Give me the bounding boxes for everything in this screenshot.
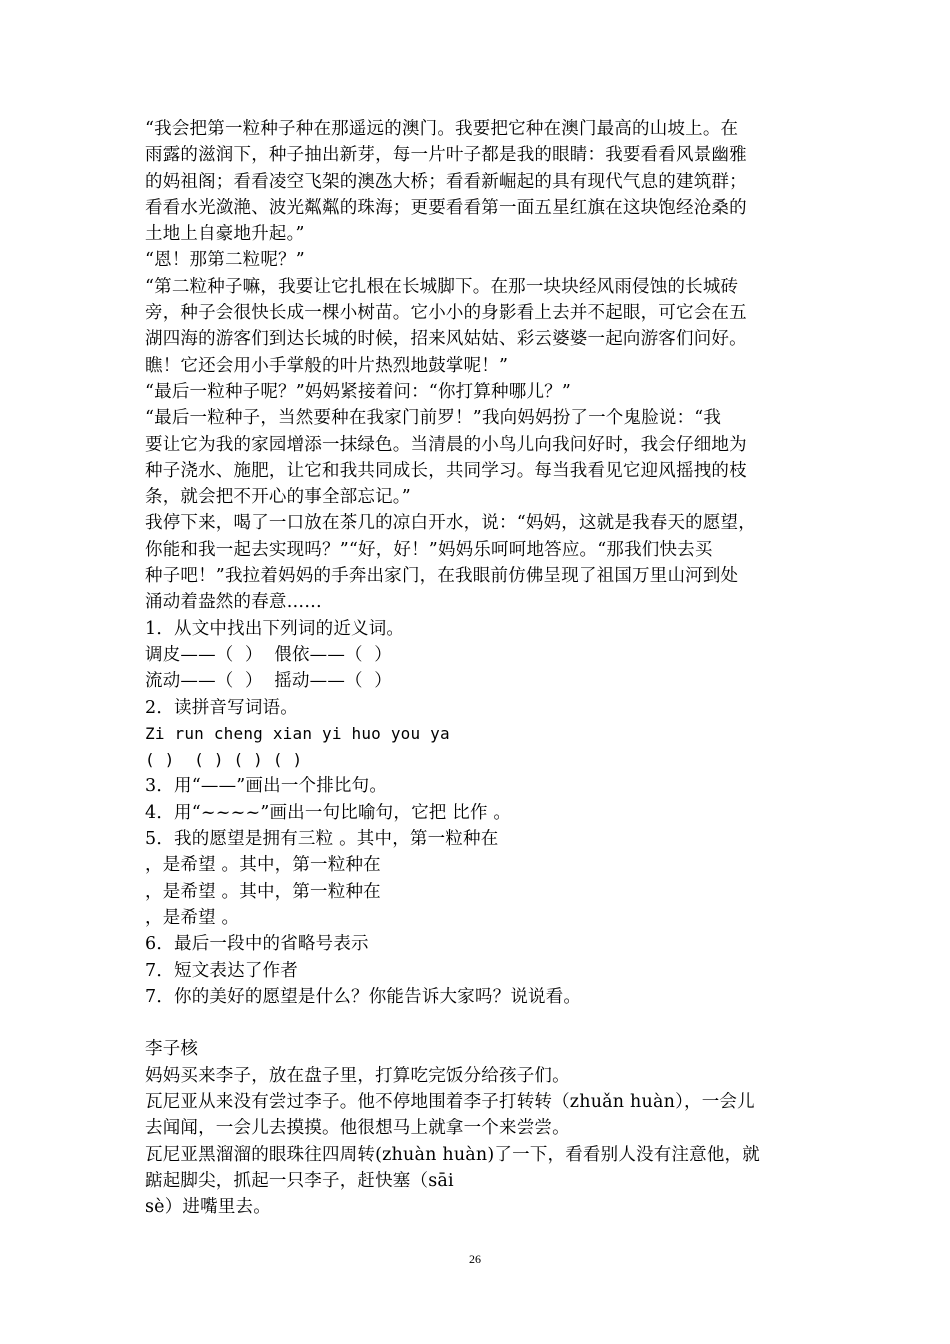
section-title: 李子核 <box>145 1039 199 1060</box>
text-line: sè）进嘴里去。 <box>145 1197 271 1218</box>
text-line: “最后一粒种子呢？”妈妈紧接着问：“你打算种哪儿？” <box>145 381 571 402</box>
blank-line <box>145 1010 810 1036</box>
answer-blanks: ( ) ( ) ( ) ( ) <box>145 750 303 770</box>
text-line: 瞧！它还会用小手掌般的叶片热烈地鼓掌呢！” <box>145 355 509 376</box>
text-line: 去闻闻，一会儿去摸摸。他很想马上就拿一个来尝尝。 <box>145 1118 570 1139</box>
text-line: 种子浇水、施肥，让它和我共同成长，共同学习。每当我看见它迎风摇拽的枝 <box>145 460 747 481</box>
question-4: 4．用“~~~~”画出一句比喻句，它把 比作 。 <box>145 802 512 823</box>
question-5-cont: ，是希望 。其中，第一粒种在 <box>145 881 381 902</box>
pinyin-line: Zi run cheng xian yi huo you ya <box>145 723 450 743</box>
question-2: 2．读拼音写词语。 <box>145 697 298 718</box>
question-1-items: 流动——（ ） 摇动——（ ） <box>145 671 392 692</box>
question-6: 6．最后一段中的省略号表示 <box>145 934 369 955</box>
text-line: “我会把第一粒种子种在那遥远的澳门。我要把它种在澳门最高的山坡上。在 <box>145 119 739 139</box>
text-line: 踮起脚尖，抓起一只李子，赶快塞（sāi <box>145 1170 454 1191</box>
question-1-items: 调皮——（ ） 偎依——（ ） <box>145 644 392 665</box>
text-line: 妈妈买来李子，放在盘子里，打算吃完饭分给孩子们。 <box>145 1065 570 1086</box>
text-line: “第二粒种子嘛，我要让它扎根在长城脚下。在那一块块经风雨侵蚀的长城砖 <box>145 276 739 297</box>
question-7b: 7．你的美好的愿望是什么？你能告诉大家吗？说说看。 <box>145 986 582 1007</box>
document-body <box>145 116 810 1220</box>
text-line: 条，就会把不开心的事全部忘记。” <box>145 487 411 508</box>
text-line: 雨露的滋润下，种子抽出新芽，每一片叶子都是我的眼睛：我要看看风景幽雅 <box>145 145 747 166</box>
text-line: 要让它为我的家园增添一抹绿色。当清晨的小鸟儿向我问好时，我会仔细地为 <box>145 434 747 455</box>
text-line: 我停下来，喝了一口放在茶几的凉白开水，说：“妈妈，这就是我春天的愿望， <box>145 513 756 534</box>
text-line: 看看水光潋滟、波光粼粼的珠海；更要看看第一面五星红旗在这块饱经沧桑的 <box>145 197 747 218</box>
question-5: 5．我的愿望是拥有三粒 。其中，第一粒种在 <box>145 829 499 850</box>
question-7: 7．短文表达了作者 <box>145 960 298 981</box>
question-5-cont: ，是希望 。 <box>145 907 240 928</box>
question-5-cont: ，是希望 。其中，第一粒种在 <box>145 855 381 876</box>
page-number: 26 <box>469 1252 481 1266</box>
text-line: 瓦尼亚黑溜溜的眼珠往四周转(zhuàn huàn)了一下，看看别人没有注意他，就 <box>145 1144 760 1165</box>
text-line: 种子吧！”我拉着妈妈的手奔出家门，在我眼前仿佛呈现了祖国万里山河到处 <box>145 566 739 587</box>
question-3: 3．用“——”画出一个排比句。 <box>145 776 388 797</box>
text-line: 土地上自豪地升起。” <box>145 224 305 245</box>
text-line: 你能和我一起去实现吗？”“好，好！”妈妈乐呵呵地答应。“那我们快去买 <box>145 539 713 560</box>
text-line: 涌动着盎然的春意…… <box>145 592 322 613</box>
text-line: “最后一粒种子，当然要种在我家门前罗！”我向妈妈扮了一个鬼脸说：“我 <box>145 408 722 429</box>
text-line: 旁，种子会很快长成一棵小树苗。它小小的身影看上去并不起眼，可它会在五 <box>145 303 747 324</box>
text-line: 瓦尼亚从来没有尝过李子。他不停地围着李子打转转（zhuǎn huàn），一会儿 <box>145 1091 755 1112</box>
text-line: 的妈祖阁；看看凌空飞架的澳氹大桥；看看新崛起的具有现代气息的建筑群； <box>145 171 747 192</box>
text-line: “恩！那第二粒呢？” <box>145 250 305 271</box>
question-1: 1．从文中找出下列词的近义词。 <box>145 618 405 639</box>
text-line: 湖四海的游客们到达长城的时候，招来风姑姑、彩云婆婆一起向游客们问好。 <box>145 329 747 350</box>
